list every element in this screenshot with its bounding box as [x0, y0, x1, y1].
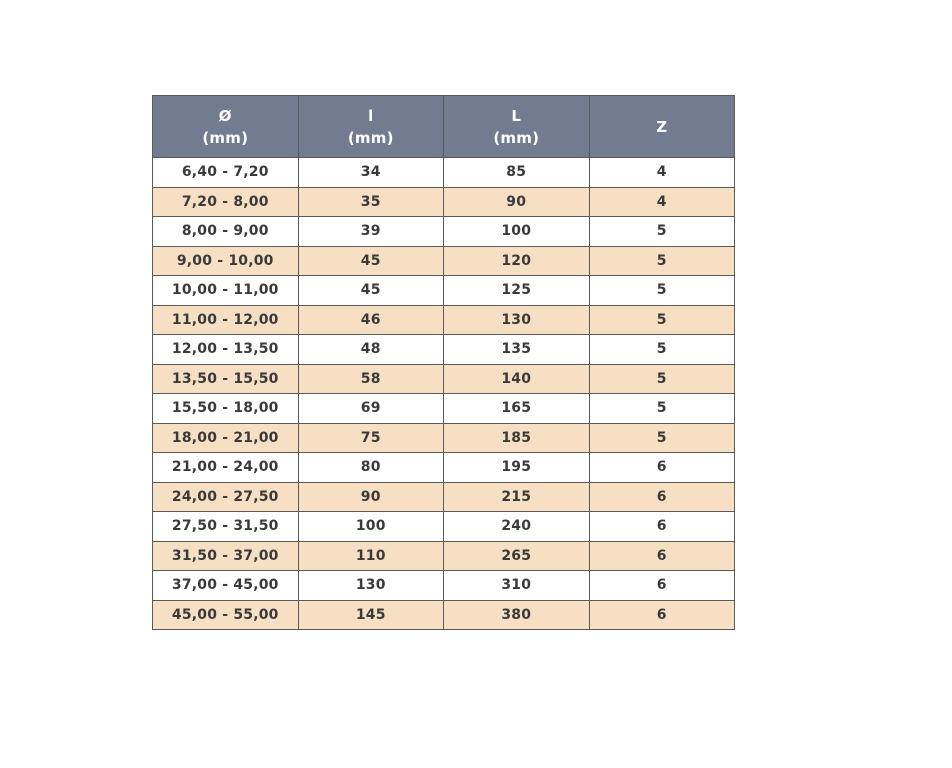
header-l-large-symbol: L: [511, 106, 522, 125]
l-large-cell: 120: [444, 246, 590, 276]
table-row: [153, 246, 735, 276]
header-l-small: [298, 96, 444, 158]
header-l-small-unit: (mm): [347, 128, 394, 147]
table-row: [153, 600, 735, 630]
diameter-cell: 9,00 - 10,00: [153, 246, 299, 276]
l-large-cell: 140: [444, 364, 590, 394]
table-row: [153, 158, 735, 188]
diameter-cell: 15,50 - 18,00: [153, 394, 299, 424]
l-large-cell: 265: [444, 541, 590, 571]
z-cell: 5: [589, 246, 735, 276]
table-row: [153, 364, 735, 394]
z-cell: 6: [589, 571, 735, 601]
l-small-cell: 39: [298, 217, 444, 247]
table-row: [153, 482, 735, 512]
header-diameter-unit: (mm): [202, 128, 249, 147]
table-row: [153, 541, 735, 571]
table-row: [153, 512, 735, 542]
diameter-cell: 10,00 - 11,00: [153, 276, 299, 306]
l-large-cell: 310: [444, 571, 590, 601]
header-z-symbol: Z: [656, 117, 668, 136]
table-row: [153, 453, 735, 483]
table-row: [153, 335, 735, 365]
l-large-cell: 185: [444, 423, 590, 453]
table-row: [153, 571, 735, 601]
z-cell: 4: [589, 158, 735, 188]
header-l-large-unit: (mm): [493, 128, 540, 147]
diameter-cell: 27,50 - 31,50: [153, 512, 299, 542]
diameter-cell: 37,00 - 45,00: [153, 571, 299, 601]
l-small-cell: 45: [298, 276, 444, 306]
l-small-cell: 34: [298, 158, 444, 188]
l-small-cell: 90: [298, 482, 444, 512]
diameter-cell: 45,00 - 55,00: [153, 600, 299, 630]
l-small-cell: 145: [298, 600, 444, 630]
l-large-cell: 380: [444, 600, 590, 630]
z-cell: 5: [589, 276, 735, 306]
z-cell: 6: [589, 453, 735, 483]
l-large-cell: 130: [444, 305, 590, 335]
diameter-cell: 31,50 - 37,00: [153, 541, 299, 571]
header-row: [153, 96, 735, 158]
z-cell: 5: [589, 394, 735, 424]
table-row: [153, 217, 735, 247]
z-cell: 5: [589, 364, 735, 394]
header-diameter: [153, 96, 299, 158]
l-small-cell: 45: [298, 246, 444, 276]
table-row: [153, 187, 735, 217]
z-cell: 5: [589, 305, 735, 335]
l-small-cell: 48: [298, 335, 444, 365]
z-cell: 5: [589, 217, 735, 247]
l-large-cell: 85: [444, 158, 590, 188]
l-large-cell: 240: [444, 512, 590, 542]
diameter-cell: 24,00 - 27,50: [153, 482, 299, 512]
diameter-cell: 12,00 - 13,50: [153, 335, 299, 365]
l-small-cell: 35: [298, 187, 444, 217]
z-cell: 6: [589, 482, 735, 512]
z-cell: 6: [589, 600, 735, 630]
diameter-cell: 13,50 - 15,50: [153, 364, 299, 394]
l-small-cell: 130: [298, 571, 444, 601]
table-header: [153, 96, 735, 158]
diameter-cell: 6,40 - 7,20: [153, 158, 299, 188]
header-diameter-symbol: Ø: [218, 106, 232, 125]
z-cell: 6: [589, 541, 735, 571]
diameter-cell: 21,00 - 24,00: [153, 453, 299, 483]
l-small-cell: 80: [298, 453, 444, 483]
l-small-cell: 100: [298, 512, 444, 542]
diameter-cell: 18,00 - 21,00: [153, 423, 299, 453]
z-cell: 5: [589, 423, 735, 453]
l-large-cell: 195: [444, 453, 590, 483]
l-small-cell: 46: [298, 305, 444, 335]
header-l-small-symbol: l: [368, 106, 374, 125]
z-cell: 6: [589, 512, 735, 542]
table-row: [153, 394, 735, 424]
l-small-cell: 75: [298, 423, 444, 453]
table-row: [153, 423, 735, 453]
diameter-cell: 7,20 - 8,00: [153, 187, 299, 217]
table-body: [153, 158, 735, 630]
l-large-cell: 165: [444, 394, 590, 424]
l-large-cell: 100: [444, 217, 590, 247]
l-large-cell: 90: [444, 187, 590, 217]
l-large-cell: 215: [444, 482, 590, 512]
l-small-cell: 69: [298, 394, 444, 424]
table-row: [153, 305, 735, 335]
diameter-cell: 8,00 - 9,00: [153, 217, 299, 247]
table-row: [153, 276, 735, 306]
l-small-cell: 110: [298, 541, 444, 571]
header-z: [589, 96, 735, 158]
l-small-cell: 58: [298, 364, 444, 394]
dimensions-table: [152, 95, 735, 630]
l-large-cell: 135: [444, 335, 590, 365]
header-l-large: [444, 96, 590, 158]
l-large-cell: 125: [444, 276, 590, 306]
z-cell: 4: [589, 187, 735, 217]
z-cell: 5: [589, 335, 735, 365]
diameter-cell: 11,00 - 12,00: [153, 305, 299, 335]
